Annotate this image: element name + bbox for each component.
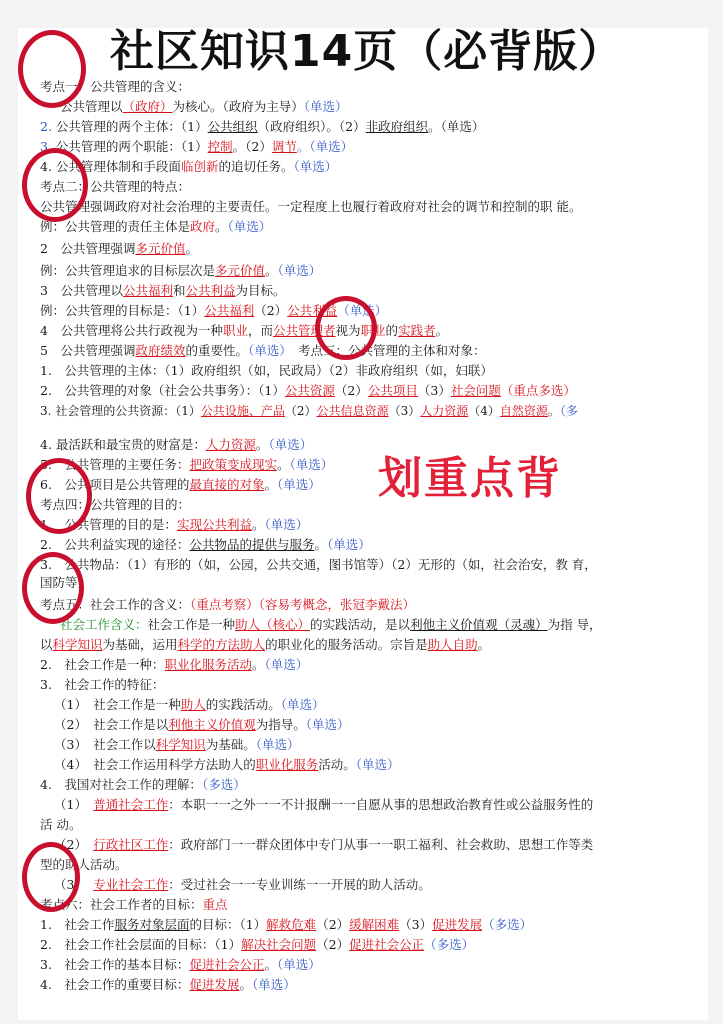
note-line: 4. 最活跃和最宝贵的财富是：人力资源。（单选）: [40, 437, 313, 452]
page-title: 社区知识14页（必背版）: [110, 26, 624, 77]
note-line: 5 公共管理强调政府绩效的重要性。（单选） 考点三：公共管理的主体和对象：: [40, 343, 486, 358]
note-line: （1） 社会工作是一种助人的实践活动。（单选）: [54, 697, 325, 712]
note-line: 3. 公共物品：（1）有形的（如，公园，公共交通，图书馆等）（2）无形的（如，社会治安，教 育，: [40, 557, 597, 572]
highlight-stamp: 划重点背: [378, 453, 562, 504]
note-line: （3） 专业社会工作：受过社会一一专业训练一一开展的助人活动。: [54, 877, 431, 892]
note-line: 2 公共管理强调多元价值。: [40, 241, 198, 256]
note-line: 2. 社会工作社会层面的目标：（1）解决社会问题（2）促进社会公正（多选）: [40, 937, 475, 952]
note-line: 以科学知识为基础，运用科学的方法助人的职业化的服务活动。宗旨是助人自助。: [40, 637, 491, 652]
note-line: 4. 公共管理体制和手段面临创新的追切任务。（单选）: [40, 159, 338, 174]
note-line: 5. 公共管理的主要任务：把政策变成现实。（单选）: [40, 457, 334, 472]
section-heading-3: 考点三：公共管理的主体和对象：: [298, 343, 486, 358]
note-line: 2. 社会工作是一种：职业化服务活动。（单选）: [40, 657, 309, 672]
note-line: 1. 社会工作服务对象层面的目标：（1）解救危难（2）缓解困难（3）促进发展（多选）: [40, 917, 533, 932]
note-line: 公共管理强调政府对社会治理的主要责任。一定程度上也履行着政府对社会的调节和控制的职 能。: [40, 199, 582, 214]
note-line: （3） 社会工作以科学知识为基础。（单选）: [54, 737, 300, 752]
note-line: 6. 公共项目是公共管理的最直接的对象。（单选）: [40, 477, 321, 492]
note-line: 2. 公共利益实现的途径：公共物品的提供与服务。（单选）: [40, 537, 371, 552]
note-line: 例：公共管理的目标是：（1）公共福利（2）公共利益（单选）: [40, 303, 388, 318]
marker-circle: [315, 296, 377, 360]
note-line: （1） 普通社会工作：本职一一之外一一不计报酬一一自愿从事的思想政治教育性或公益服务性的: [54, 797, 594, 812]
note-line: 3. 社会工作的特征：: [40, 677, 165, 692]
marker-circle: [22, 842, 80, 912]
note-line: 3. 社会工作的基本目标：促进社会公正。（单选）: [40, 957, 321, 972]
note-line: 4. 社会工作的重要目标：促进发展。（单选）: [40, 977, 296, 992]
note-line: 例：公共管理追求的目标层次是多元价值。（单选）: [40, 263, 322, 278]
note-line: （4） 社会工作运用科学方法助人的职业化服务活动。（单选）: [54, 757, 400, 772]
section-heading-5: 考点五：社会工作的含义：（重点考察）（容易考概念，张冠李戴法）: [40, 597, 416, 612]
marker-circle: [22, 552, 84, 624]
note-line: （2） 行政社区工作：政府部门一一群众团体中专门从事一一职工福利、社会救助、思想工作等类: [54, 837, 594, 852]
note-line: 3. 社会管理的公共资源：（1）公共设施、产品（2）公共信息资源（3）人力资源（4）自然资源。（多: [40, 404, 578, 418]
note-line: 活 动。: [40, 817, 82, 832]
note-line: 4. 我国对社会工作的理解：（多选）: [40, 777, 246, 792]
note-line: 2. 公共管理的两个主体：（1）公共组织（政府组织）。（2）非政府组织。（单选）: [40, 119, 485, 134]
note-line: 3. 公共管理的两个职能：（1）控制。（2）调节。（单选）: [40, 139, 354, 154]
note-line: 2. 公共管理的对象（社会公共事务）：（1）公共资源（2）公共项目（3）社会问题（重点多选）: [40, 383, 576, 398]
note-line: 4 公共管理将公共行政视为一种职业，而公共管理者视为职业的实践者。: [40, 323, 449, 338]
marker-circle: [22, 148, 88, 222]
note-line: （2） 社会工作是以利他主义价值观为指导。（单选）: [54, 717, 350, 732]
section-heading-4: 考点四：公共管理的目的：: [40, 497, 191, 512]
note-line: 国防等）: [40, 575, 91, 590]
marker-circle: [18, 30, 86, 108]
note-line: 公共管理以（政府）为核心。（政府为主导）（单选）: [60, 99, 348, 114]
section-heading-6: 考点六：社会工作者的目标：重点: [40, 897, 228, 912]
section-heading-2: 考点二：公共管理的特点：: [40, 179, 191, 194]
note-line: 例：公共管理的责任主体是政府。（单选）: [40, 219, 272, 234]
note-line: 社会工作含义：社会工作是一种助人（核心）的实践活动，是以利他主义价值观（灵魂）为指 导，: [60, 617, 602, 632]
note-line: 型的助人活动。: [40, 857, 128, 872]
note-line: 3 公共管理以公共福利和公共利益为目标。: [40, 283, 286, 298]
marker-circle: [26, 458, 92, 534]
note-line: 1. 公共管理的目的是：实现公共利益。（单选）: [40, 517, 309, 532]
note-line: 1. 公共管理的主体：（1）政府组织（如，民政局）（2）非政府组织（如，妇联）: [40, 363, 493, 378]
section-heading-1: 考点一：公共管理的含义：: [40, 79, 191, 94]
